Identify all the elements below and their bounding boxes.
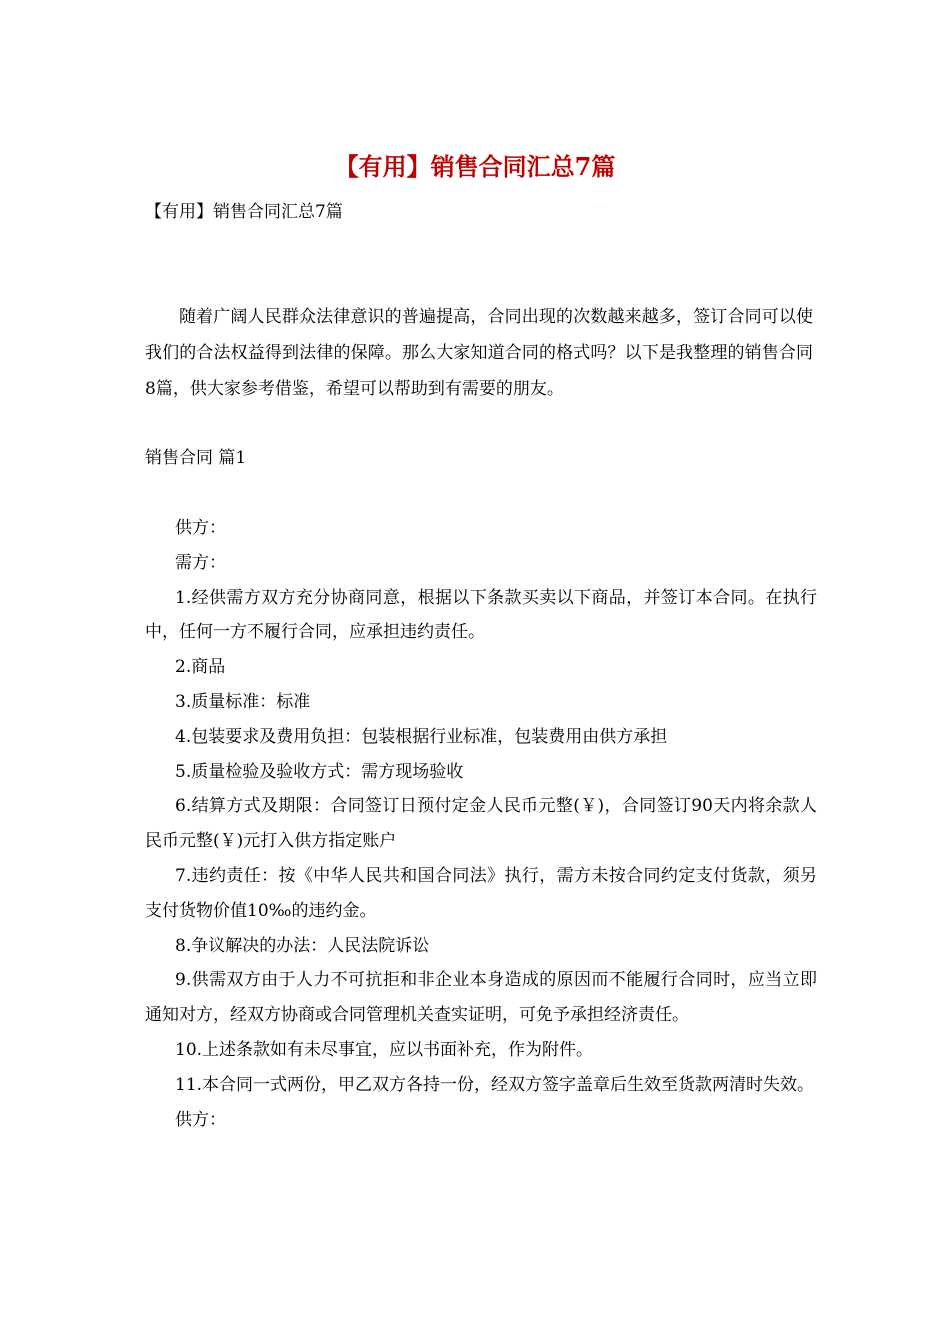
clause-supplier: 供方： (175, 518, 226, 538)
clause-9: 9.供需双方由于人力不可抗拒和非企业本身造成的原因而不能履行合同时，应当立即通知对方，经双方协商或合同管理机关查实证明，可免予承担经济责任。 (145, 970, 817, 1026)
section-heading: 销售合同 篇1 (145, 448, 247, 468)
clause-3: 3.质量标准：标准 (175, 691, 311, 712)
clause-7: 7.违约责任：按《中华人民共和国合同法》执行，需方未按合同约定支付货款，须另支付货物价值10‰的违约金。 (145, 865, 817, 921)
clause-6: 6.结算方式及期限：合同签订日预付定金人民币元整(￥)，合同签订90天内将余款人民币元整(￥)元打入供方指定账户 (145, 796, 817, 852)
clause-2: 2.商品 (175, 657, 226, 678)
contract-clauses (145, 511, 817, 1137)
document-title: 【有用】销售合同汇总7篇 (334, 152, 616, 181)
clause-buyer: 需方： (175, 552, 226, 573)
clause-11: 11.本合同一式两份，甲乙双方各持一份，经双方签字盖章后生效至货款两清时失效。 (175, 1074, 815, 1095)
clause-4: 4.包装要求及费用负担：包装根据行业标准，包装费用由供方承担 (175, 726, 668, 747)
document-subtitle: 【有用】销售合同汇总7篇 (145, 202, 343, 222)
clause-5: 5.质量检验及验收方式：需方现场验收 (175, 761, 464, 782)
clause-8: 8.争议解决的办法：人民法院诉讼 (175, 935, 430, 956)
clause-1: 1.经供需方双方充分协商同意，根据以下条款买卖以下商品，并签订本合同。在执行中，任何一方不履行合同，应承担违约责任。 (145, 587, 817, 643)
clause-supplier-signature: 供方： (175, 1109, 226, 1130)
clause-10: 10.上述条款如有未尽事宜，应以书面补充，作为附件。 (175, 1039, 594, 1060)
intro-paragraph: 随着广阔人民群众法律意识的普遍提高，合同出现的次数越来越多，签订合同可以使我们的合法权益得到法律的保障。那么大家知道合同的格式吗？以下是我整理的销售合同8篇，供大家参考借鉴，希望可以帮助到有需要的朋友。 (145, 307, 813, 399)
